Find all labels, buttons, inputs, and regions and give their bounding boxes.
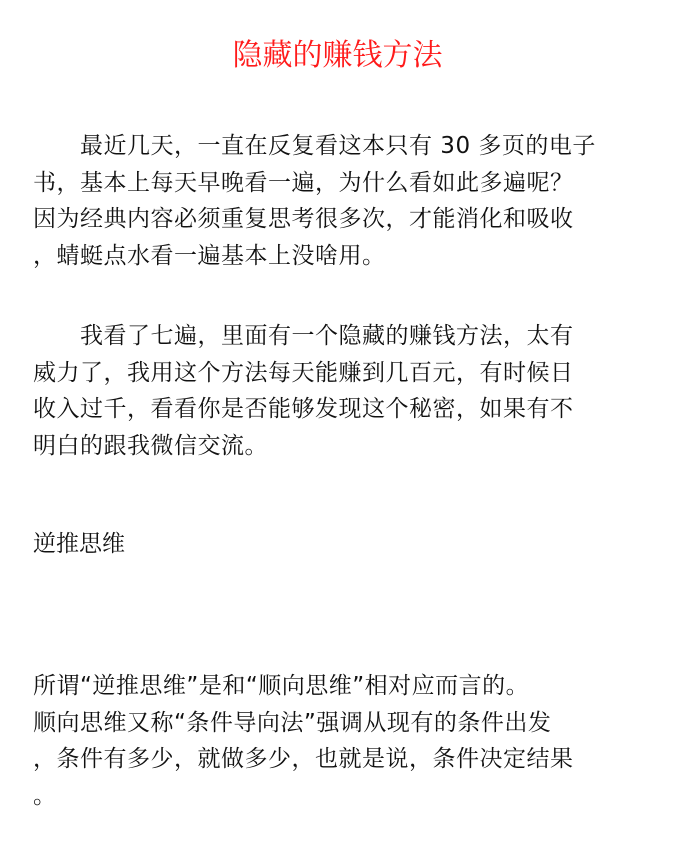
section-heading: 逆推思维: [33, 531, 125, 557]
document-title: 隐藏的赚钱方法: [232, 38, 443, 73]
secret-method-paragraph: 我看了七遍，里面有一个隐藏的赚钱方法，太有 威力了，我用这个方法每天能赚到几百元，有时候日 收入过千，看看你是否能够发现这个秘密，如果有不 明白的跟我微信交流。: [33, 323, 574, 459]
intro-paragraph: 最近几天，一直在反复看这本只有 30 多页的电子 书，基本上每天早晚看一遍，为什么看如此多遍呢？ 因为经典内容必须重复思考很多次，才能消化和吸收 ，蜻蜓点水看一遍基本上没啥用。: [33, 133, 596, 269]
reverse-thinking-paragraph: 所谓“逆推思维”是和“顺向思维”相对应而言的。 顺向思维又称“条件导向法”强调从现有的条件出发 ，条件有多少，就做多少，也就是说，条件决定结果 。: [33, 673, 574, 809]
